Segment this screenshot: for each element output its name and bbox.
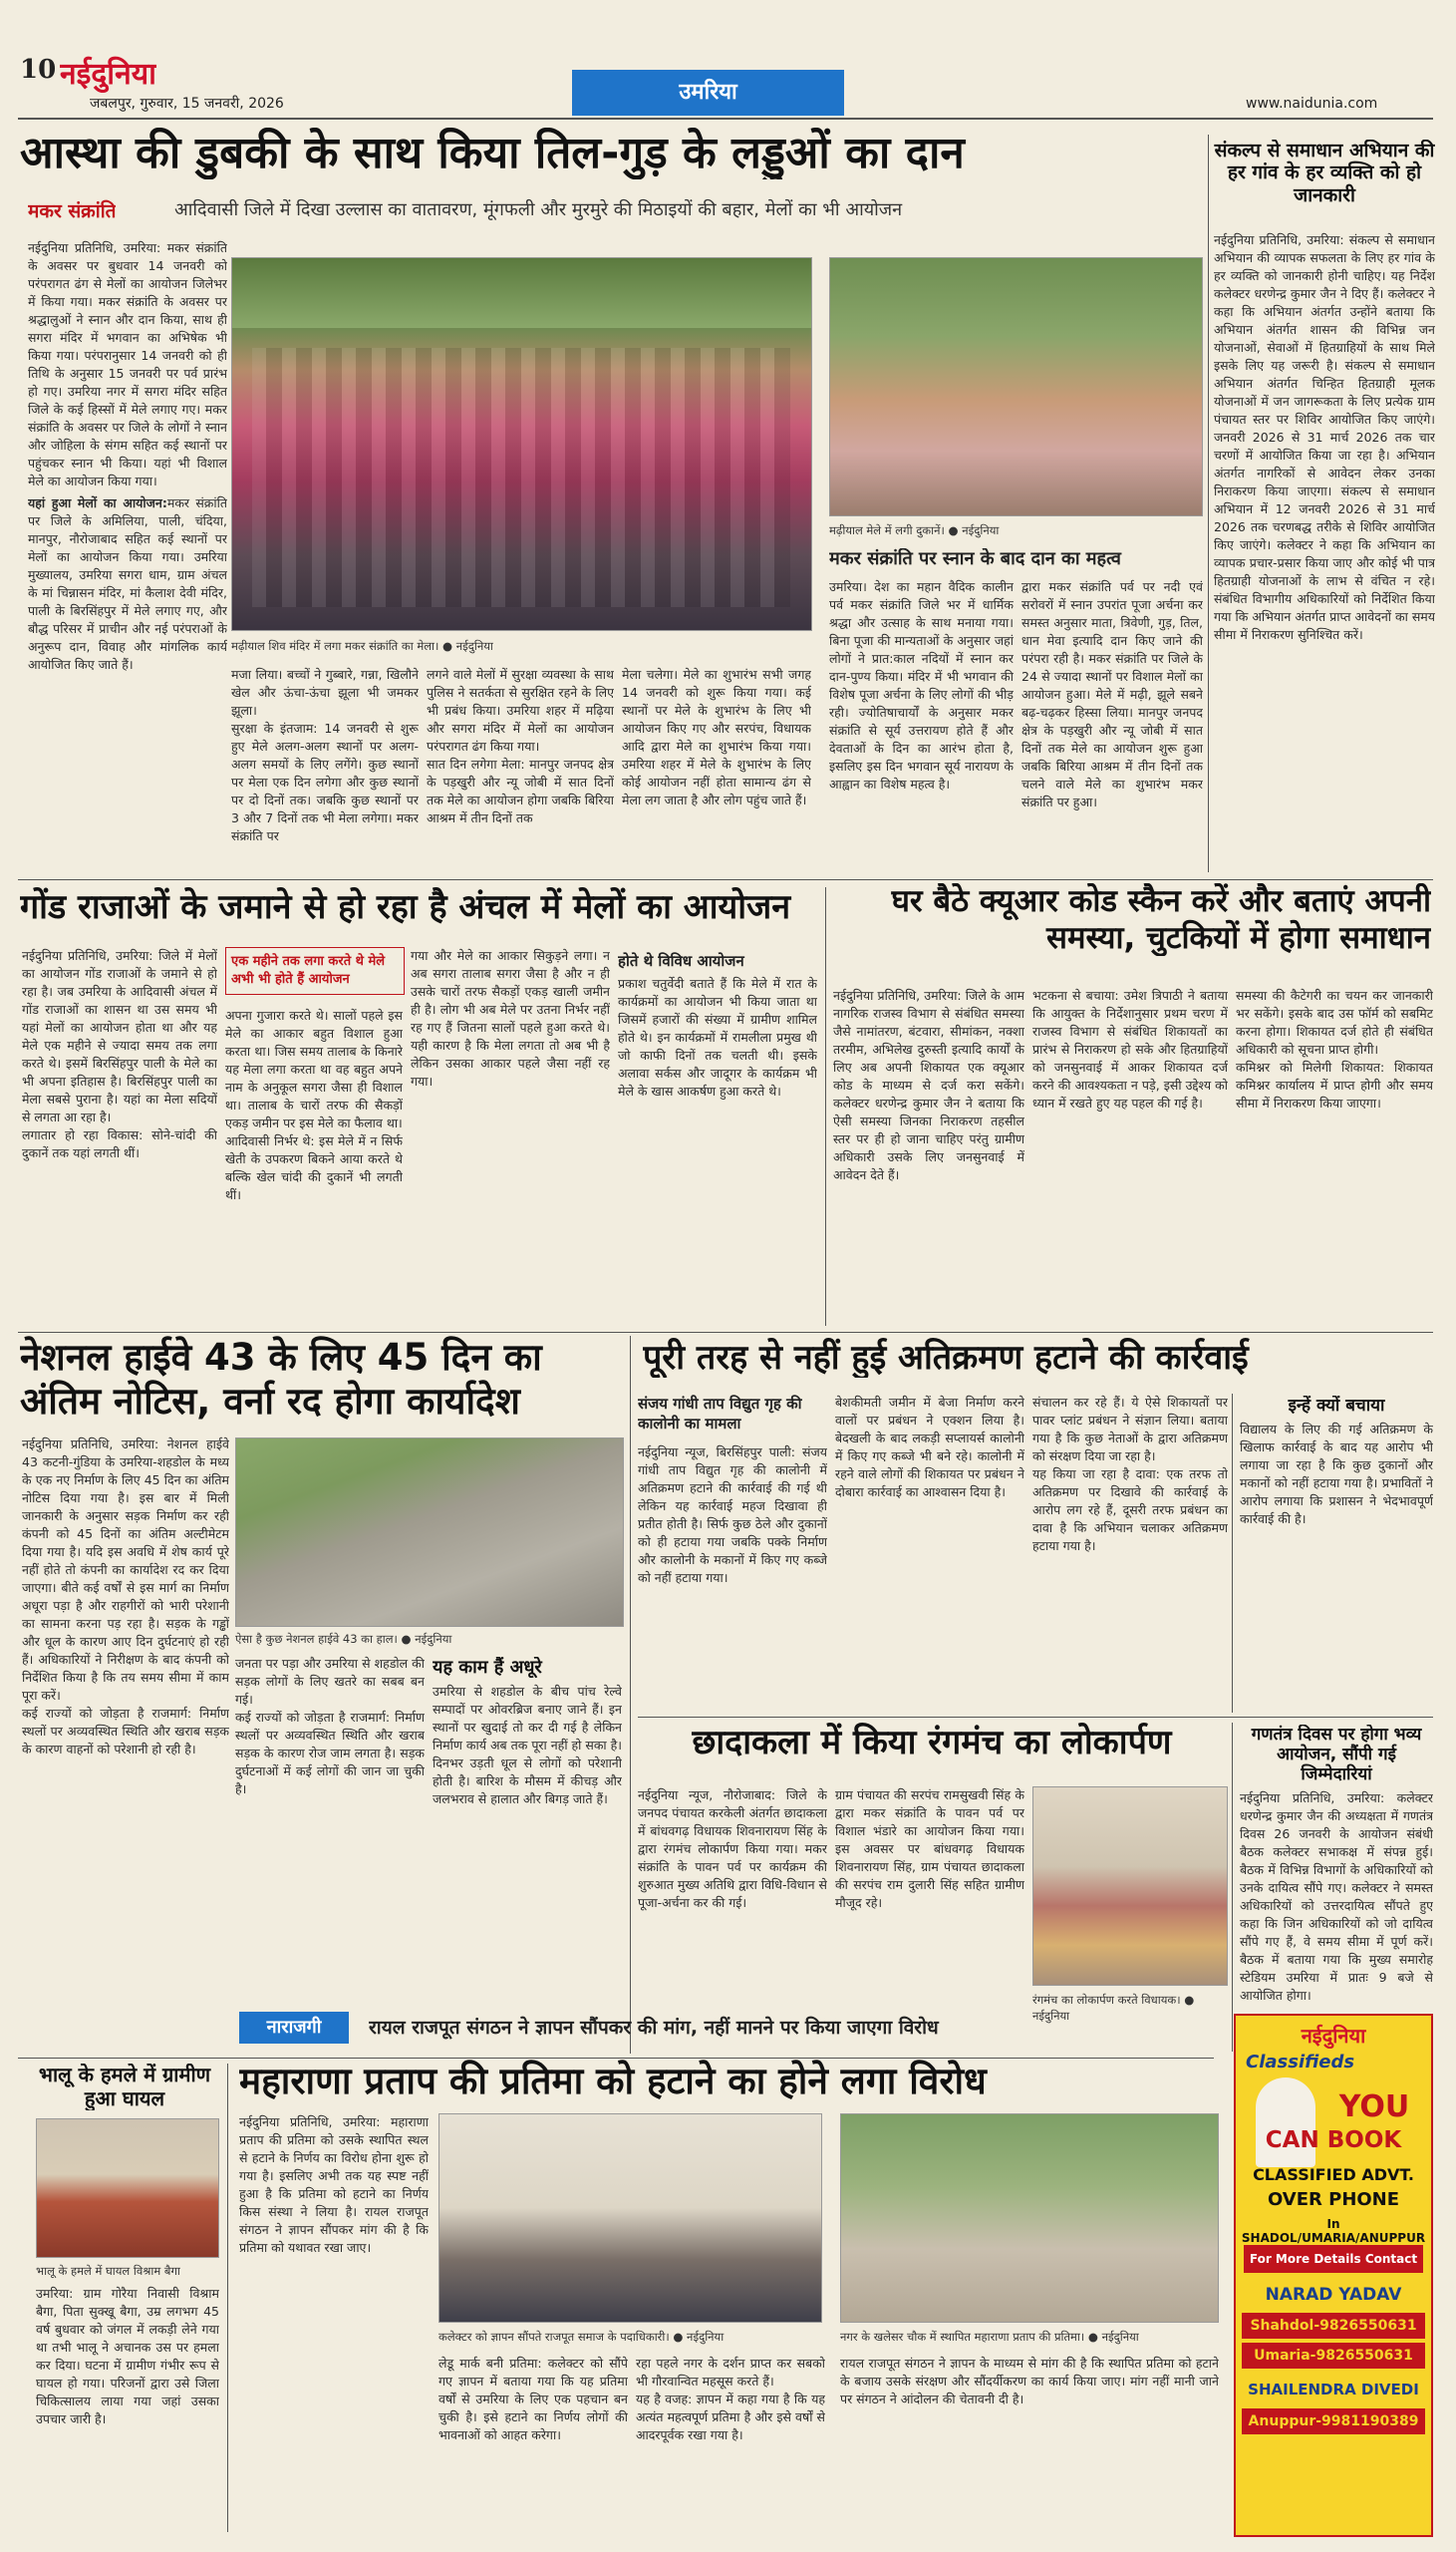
story9-subhead: रायल राजपूत संगठन ने ज्ञापन सौंपकर की मांग, नहीं मानने पर किया जाएगा विरोध: [369, 2017, 939, 2039]
story5-col2: बेशकीमती जमीन में बेजा निर्माण करने वालों पर प्रबंधन ने एक्शन लिया है। बेदखली के बाद लकड़ी सप्लायर्स कालोनी में किए गए कब्जे भी बने रहे। कालोनी में रहने वाले लोगों की शिकायत पर प्रबंधन ने दोबारा कार्रवाई का आश्वासन दिया है।: [835, 1395, 1024, 1499]
story1-kicker: मकर संक्रांति: [28, 200, 117, 222]
story9-headline: महाराणा प्रताप की प्रतिमा को हटाने का होने लगा विरोध: [239, 2060, 987, 2102]
story7-body: नईदुनिया प्रतिनिधि, उमरिया: कलेक्टर धरणेन्द्र कुमार जैन की अध्यक्षता में गणतंत्र दिवस 26 जनवरी के आयोजन संबंधी बैठक कलेक्टर सभाकक्ष में संपन्न हुई। बैठक में विभिन्न विभागों के अधिकारियों को उनके दायित्व सौंपे गए। कलेक्टर ने समस्त अधिकारियों को उत्तरदायित्व सौंपते हुए कहा कि जिन अधिकारियों को जो दायित्व सौंपे गए हैं, वे समय सीमा में पूर्ण करें। बैठक में बताया गया कि मुख्य समारोह स्टेडियम उमरिया में प्रातः 9 बजे से आयोजित होगा।: [1240, 1790, 1433, 2003]
story2-box1: एक महीने तक लगा करते थे मेले अभी भी होते हैं आयोजन: [225, 947, 405, 995]
ad-person-icon: [1256, 2077, 1315, 2167]
story3-col1: नईदुनिया प्रतिनिधि, उमरिया: जिले के आम नागरिक राजस्व विभाग से संबंधित समस्या जैसे नामांतरण, बंटवारा, सीमांकन, नक्शा तरमीम, अभिलेख दुरुस्ती इत्यादि कार्यों के लिए अब अपनी शिकायत एक क्यूआर कोड के माध्यम से दर्ज करा सकेंगे। कलेक्टर धरणेन्द्र कुमार जैन ने बताया कि ऐसी समस्या जिनका निराकरण तहसील स्तर पर ही हो जाना चाहिए परंतु ग्रामीण अधिकारी उसके लिए जनसुनवाई में आवेदन देते हैं।: [833, 988, 1024, 1182]
story4-body: नईदुनिया प्रतिनिधि, उमरिया: नेशनल हाईवे 43 कटनी-गुंडिया के उमरिया-शहडोल के मध्य के एक नए निर्माण के लिए 45 दिन का अंतिम नोटिस दिया गया है। इस बार में मिली जानकारी के अनुसार सड़क निर्माण कर रही कंपनी को 45 दिनों का अंतिम अल्टीमेटम दिया गया है। यदि इस अवधि में शेष कार्य पूरे नहीं होते तो कंपनी का कार्यादेश रद कर दिया जाएगा। बीते कई वर्षों से इस मार्ग का निर्माण अधूरा पड़ा है और राहगीरों को भारी परेशानी का सामना करना पड़ रहा है। सड़क के गड्ढों और धूल के कारण आए दिन दुर्घटनाएं हो रही हैं। अधिकारियों ने निरीक्षण के बाद कंपनी को निर्देशित किया है कि तय समय सीमा में काम पूरा करें। कई राज्यों को जोड़ता है राजमार्ग: निर्माण स्थलों पर अव्यवस्थित स्थिति और खराब सड़क के कारण वाहनों को परेशानी हो रही है।: [22, 1436, 229, 1756]
story4-sub-head: यह काम हैं अधूरे: [433, 1657, 542, 1678]
ad-brand: नईदुनिया: [1301, 2024, 1366, 2048]
injured-villager-photo: [36, 2118, 219, 2258]
story3-col3: समस्या की कैटेगरी का चयन कर जानकारी भर सकेंगे। इसके बाद उस फॉर्म को सबमिट करना होगा। शिकायत दर्ज होते ही संबंधित अधिकारी को सूचना प्राप्त होगी। कमिश्नर को मिलेगी शिकायत: शिकायत कमिश्नर कार्यालय में प्राप्त होगी और समय सीमा में निराकरण किया जाएगा।: [1236, 988, 1433, 1111]
story2-box2: होते थे विविध आयोजन: [618, 952, 744, 970]
ad-line4: OVER PHONE: [1267, 2189, 1400, 2210]
masthead-brand: नईदुनिया: [60, 57, 156, 92]
ad-line5: In SHADOL/UMARIA/ANUPPUR: [1241, 2217, 1426, 2245]
story4-col2: जनता पर पड़ा और उमरिया से शहडोल की सड़क लोगों के लिए खतरे का सबब बन गई। कई राज्यों को जोड़ता है राजमार्ग: निर्माण स्थलों पर अव्यवस्थित स्थिति और खराब सड़क के कारण रोज जाम लगता है। सड़क दुर्घटनाओं में कई लोगों की जान जा चुकी है।: [235, 1656, 425, 1796]
story1-text-col3: लगने वाले मेलों में सुरक्षा व्यवस्था के साथ पुलिस ने सतर्कता से सुरक्षित रहने के लिए भी प्रबंध किया। उमरिया शहर में मढ़िया और सगरा मंदिर में मेलों का आयोजन परंपरागत ढंग किया गया। सात दिन लगेगा मेला: मानपुर जनपद क्षेत्र के पड़खुरी और न्यू जोबी में सात दिनों तक मेले का आयोजन होगा जबकि बिरिया आश्रम में तीन दिनों तक: [427, 667, 614, 825]
story8-headline: भालू के हमले में ग्रामीण हुआ घायल: [38, 2064, 211, 2110]
story5-headline: पूरी तरह से नहीं हुई अतिक्रमण हटाने की कार्रवाई: [643, 1338, 1249, 1378]
ad-phone2: Umaria-9826550631: [1242, 2343, 1425, 2369]
classified-ad: [1234, 2014, 1433, 2537]
story3-col2: भटकना से बचाया: उमेश त्रिपाठी ने बताया कि आयुक्त के निर्देशानुसार प्रथम चरण में राजस्व विभाग से संबंधित शिकायतों का प्रारंभ से निराकरण हो सके और हितग्राहियों को जनसुनवाई में आकर शिकायत दर्ज करने की आवश्यकता न पड़े, इसी उद्देश्य को ध्यान में रखते हुए यह पहल की गई है।: [1032, 988, 1228, 1111]
story2-headline: गोंड राजाओं के जमाने से हो रहा है अंचल में मेलों का आयोजन: [20, 887, 791, 927]
story2-col2: अपना गुजारा करते थे। सालों पहले इस मेले का आकार बहुत विशाल हुआ करता था। जिस समय तालाब के किनारे यह मेला लगा करता था वह बहुत अपने नाम के अनुकूल सगरा जैसा ही विशाल था। तालाब के चारों तरफ की सैकड़ों एकड़ जमीन पर इस मेले का फैलाव था। आदिवासी निर्भर थे: इस मेले में न सिर्फ खेती के उपकरण बिकने आया करते थे बल्कि खेल चांदी की दुकानें भी लगती थीं।: [225, 1008, 403, 1202]
stage-inauguration-photo: [1032, 1786, 1228, 1986]
story9-caption1: कलेक्टर को ज्ञापन सौंपते राजपूत समाज के पदाधिकारी। ● नईदुनिया: [438, 2330, 725, 2344]
story5-side-body: विद्यालय के लिए की गई अतिक्रमण के खिलाफ कार्रवाई के बाद यह आरोप भी लगाया जा रहा है कि कुछ दुकानों और मकानों को नहीं हटाया गया है। प्रभावितों ने आरोप लगाया कि प्रशासन ने भेदभावपूर्ण कार्रवाई की है।: [1240, 1422, 1433, 1526]
story9-caption2: नगर के खलेसर चौक में स्थापित महाराणा प्रताप की प्रतिमा। ● नईदुनिया: [840, 2330, 1139, 2344]
ad-line3: CLASSIFIED ADVT.: [1253, 2165, 1414, 2184]
fair-shops-photo: [829, 257, 1203, 516]
section-banner: उमरिया: [572, 70, 844, 116]
statue-photo: [840, 2113, 1219, 2323]
ad-label: Classifieds: [1246, 2052, 1355, 2073]
story1-sub2-col2: द्वारा मकर संक्रांति पर्व पर नदी एवं सरोवरों में स्नान उपरांत पूजा अर्चना कर समस्त अनुसार माता, त्रिवेणी, गुड़, तिल, धान मेवा इत्यादि दान किए जाने की परंपरा रही है। मकर संक्रांति पर जिले के 24 से ज्यादा स्थानों पर विशाल मेलों का आयोजन हुआ। मेले में मढ़ी, झूले सबने बढ़-चढ़कर हिस्सा लिया। मानपुर जनपद क्षेत्र के पड़खुरी और न्यू जोबी में सात दिनों तक मेले का आयोजन शुरू हुआ जबकि बिरिया आश्रम में तीन दिनों तक चलने वाले मेले का शुभारंभ मकर संक्रांति पर हुआ।: [1021, 579, 1203, 809]
ad-phone1: Shahdol-9826550631: [1242, 2313, 1425, 2339]
fair-crowd-photo: [231, 257, 812, 631]
story2-col4: प्रकाश चतुर्वेदी बताते हैं कि मेले में रात के कार्यक्रमों का आयोजन भी किया जाता था जिसमें हजारों की संख्या में ग्रामीण शामिल होते थे। इन कार्यक्रमों में रामलीला प्रमुख थी जो काफी दिनों तक चलती थी। इसके अलावा सर्कस और जादूगर के कार्यक्रम भी मेले के खास आकर्षण हुआ करते थे।: [618, 976, 817, 1099]
story2-col1: नईदुनिया प्रतिनिधि, उमरिया: जिले में मेलों का आयोजन गोंड राजाओं के जमाने से हो रहा है। जब उमरिया के आदिवासी अंचल में गोंड राजाओं का शासन था उस समय भी यहां मेलों का आयोजन होता था और यह मेले एक महीने से ज्यादा समय तक लगा करते थे। इसमें बिरसिंहपुर पाली के मेले का भी अपना इतिहास है। बिरसिंहपुर पाली का मेला सबसे पुराना है। यहां का मेला सदियों से लगता आ रहा है। लगातार हो रहा विकास: सोने-चांदी की दुकानें तक यहां लगती थीं।: [22, 948, 217, 1160]
ad-line1: YOU: [1338, 2089, 1410, 2124]
story1-sub2-head: मकर संक्रांति पर स्नान के बाद दान का महत्व: [829, 548, 1121, 569]
story1-caption1: मढ़ीयाल शिव मंदिर में लगा मकर संक्रांति का मेला। ● नईदुनिया: [231, 639, 493, 653]
story9-col3: रहा पहले नगर के दर्शन प्राप्त कर सबको भी गौरवान्वित महसूस करते हैं। यह है वजह: ज्ञापन में कहा गया है कि यह अत्यंत महत्वपूर्ण प्रतिमा है और इसे वर्षों से आदरपूर्वक रखा गया है।: [636, 2356, 825, 2442]
story7-headline: गणतंत्र दिवस पर होगा भव्य आयोजन, सौंपी गई जिम्मेदारियां: [1251, 1725, 1422, 1785]
story1-text-col2: मजा लिया। बच्चों ने गुब्बारे, गन्ना, खिलौने खेल और ऊंचा-ऊंचा झूला भी जमकर झूला। सुरक्षा के इंतजाम: 14 जनवरी से शुरू हुए मेले अलग-अलग स्थानों पर अलग-अलग समयों के लिए लगेंगे। कुछ स्थानों पर मेला एक दिन लगेगा और कुछ स्थानों पर दो दिनों तक। जबकि कुछ स्थानों पर 3 और 7 दिनों तक भी मेला लगेगा। मकर संक्रांति पर: [231, 667, 419, 843]
story4-headline: नेशनल हाईवे 43 के लिए 45 दिन का अंतिम नोटिस, वर्ना रद होगा कार्यादेश: [20, 1336, 542, 1423]
story1-subhead: आदिवासी जिले में दिखा उल्लास का वातावरण, मूंगफली और मुरमुरे की मिठाइयों की बहार, मेलों का भी आयोजन: [174, 199, 903, 220]
story9-tag: नाराजगी: [239, 2012, 349, 2044]
story6-col2: ग्राम पंचायत की सरपंच रामसुखवी सिंह के द्वारा मकर संक्रांति के पावन पर्व पर विशाल भंडारे का आयोजन किया गया। इस अवसर पर बांधवगढ़ विधायक शिवनारायण सिंह, ग्राम पंचायत छादाकला की सरपंच राम दुलारी सिंह सहित ग्रामीण मौजूद रहे।: [835, 1787, 1024, 1910]
story1-sub2-col1: उमरिया। देश का महान वैदिक कालीन पर्व मकर संक्रांति जिले भर में धार्मिक श्रद्धा और उत्साह के साथ मनाया गया। बिना पूजा की मान्यताओं के अनुसार जहां लोगों ने प्रात:काल नदियों में स्नान कर दान-पुण्य किया। मंदिर में भी भगवान की विशेष पूजा अर्चना के लिए लोगों की भीड़ रही। ज्योतिषाचार्यों के अनुसार मकर संक्रांति से सूर्य उत्तरायण होते हैं और देवताओं के दिन का आरंभ होता है, इसलिए इस दिन भगवान सूर्य नारायण के आह्वान का विशेष महत्व है।: [829, 579, 1014, 792]
story4-caption: ऐसा है कुछ नेशनल हाईवे 43 का हाल। ● नईदुनिया: [235, 1632, 452, 1646]
date-line: जबलपुर, गुरुवार, 15 जनवरी, 2026: [90, 96, 284, 112]
story4-sub-body: उमरिया से शहडोल के बीच पांच रेल्वे सम्पादों पर ओवरब्रिज बनाए जाने हैं। इन स्थानों पर खुदाई तो कर दी गई है लेकिन निर्माण कार्य अब तक पूरा नहीं हो सका है। दिनभर उड़ती धूल से लोगों को परेशानी होती है। बारिश के मौसम में कीचड़ और जलभराव से हालात और बिगड़ जाते हैं।: [433, 1684, 622, 1806]
story1-text-col1: नईदुनिया प्रतिनिधि, उमरिया: मकर संक्रांति के अवसर पर बुधवार 14 जनवरी को परंपरागत ढंग से मेलों का आयोजन जिलेभर में किया गया। मकर संक्रांति के अवसर पर श्रद्धालुओं ने स्नान और दान किया, साथ ही सगरा मंदिर में भगवान का अभिषेक भी किया गया। परंपरानुसार 14 जनवरी को ही तिथि के अनुसार 15 जनवरी पर पर्व प्रारंभ हो गए। उमरिया नगर में सगरा मंदिर सहित जिले के कई हिस्सों में मेले लगाए गए। मकर संक्रांति के अवसर पर जिले के लोगों ने स्नान और जोहिला के संगम सहित कई स्थानों पर पहुंचकर स्नान भी किया। यहां भी विशाल मेले का आयोजन किया गया। यहां हुआ मेलों का आयोजन:मकर संक्रांति पर जिले के अमिलिया, पाली, चंदिया, मानपुर, नौरोजाबाद सहित कई स्थानों पर मेलों का आयोजन किया गया। उमरिया मुख्यालय, उमरिया सगरा धाम, ग्राम अंचल के मां चिन्नासन मंदिर, मां कैलाश देवी मंदिर, पाली के बिरसिंहपुर में मेले लगाए गए, और बौद्ध परिसर में प्राचीन और नई परंपराओं के अनुरूप दान, विवाह और मांगलिक कार्य आयोजित किए जाते हैं।: [28, 240, 227, 672]
story3-headline: घर बैठे क्यूआर कोड स्कैन करें और बताएं अपनी समस्या, चुटकियों में होगा समाधान: [891, 883, 1431, 956]
highway-photo: [235, 1437, 624, 1627]
ad-line6: For More Details Contact: [1244, 2245, 1423, 2273]
ad-contact-name1: NARAD YADAV: [1265, 2285, 1402, 2305]
story9-col1: नईदुनिया प्रतिनिधि, उमरिया: महाराणा प्रताप की प्रतिमा को उसके स्थापित स्थल से हटाने के निर्णय का विरोध होना शुरू हो गया है। इसलिए अभी तक यह स्पष्ट नहीं हुआ है कि प्रतिमा को हटाने का निर्णय किस संस्था ने लिया है। रायल राजपूत संगठन ने ज्ञापन सौंपकर मांग की है कि प्रतिमा को यथावत रखा जाए।: [239, 2114, 429, 2255]
story1-caption2: मढ़ीयाल मेले में लगी दुकानें। ● नईदुनिया: [829, 523, 1000, 537]
story6-headline: छादाकला में किया रंगमंच का लोकार्पण: [692, 1723, 1172, 1762]
sidebar-body: नईदुनिया प्रतिनिधि, उमरिया: संकल्प से समाधान अभियान की व्यापक सफलता के लिए हर गांव के हर व्यक्ति को जानकारी होनी चाहिए। यह निर्देश कलेक्टर धरणेन्द्र कुमार जैन ने दिए हैं। कलेक्टर ने कहा कि अभियान अंतर्गत उन्होंने बताया कि अभियान अंतर्गत शासन की विभिन्न जन योजनाओं, सेवाओं में हितग्राहियों के साथ मिले इसके लिए यह जरूरी है। संकल्प से समाधान अभियान अंतर्गत चिन्हित हितग्राही मूलक योजनाओं में जन जागरूकता के लिए प्रत्येक ग्राम पंचायत स्तर पर शिविर आयोजित किए जाएंगे। जनवरी 2026 से 31 मार्च 2026 तक चार चरणों में आयोजित किया जा रहा है। अभियान अंतर्गत नागरिकों से आवेदन लेकर उनका निराकरण किया जाएगा। संकल्प से समाधान अभियान में 12 जनवरी 2026 से 31 मार्च 2026 तक चरणबद्ध तरीके से शिविर आयोजित किए जाएंगे। कलेक्टर ने कहा कि अभियान का व्यापक प्रचार-प्रसार किया जाए और कोई भी पात्र हितग्राही योजनाओं के लाभ से वंचित न रहे। संबंधित विभागीय अधिकारियों को निर्देशित किया गया कि अभियान अंतर्गत प्राप्त आवेदनों का समय सीमा में निराकरण सुनिश्चित करें।: [1214, 232, 1435, 642]
ad-line2: CAN BOOK: [1265, 2127, 1402, 2153]
page-number: 10: [20, 55, 57, 85]
story9-col2: लेडू मार्क बनी प्रतिमा: कलेक्टर को सौंपे गए ज्ञापन में बताया गया कि यह प्रतिमा वर्षों से उमरिया के लिए एक पहचान बन चुकी है। इसे हटाने का निर्णय लोगों की भावनाओं को आहत करेगा।: [438, 2356, 628, 2442]
story5-col3: संचालन कर रहे हैं। ये ऐसे शिकायतों पर पावर प्लांट प्रबंधन ने संज्ञान लिया। बताया गया है कि कुछ नेताओं के द्वारा अतिक्रमण को संरक्षण दिया जा रहा है। यह किया जा रहा है दावा: एक तरफ तो अतिक्रमण पर दिखावे की कार्रवाई के आरोप लग रहे हैं, दूसरी तरफ प्रबंधन का दावा है कि अभियान चलाकर अतिक्रमण हटाया गया है।: [1032, 1395, 1228, 1553]
ad-phone3: Anuppur-9981190389: [1242, 2408, 1425, 2434]
ad-contact-name2: SHAILENDRA DIVEDI: [1248, 2381, 1419, 2398]
memorandum-photo: [438, 2113, 822, 2323]
story5-col1: नईदुनिया न्यूज, बिरसिंहपुर पाली: संजय गांधी ताप विद्युत गृह की कालोनी में अतिक्रमण हटाने की कार्रवाई की गई थी लेकिन यह कार्रवाई महज दिखावा ही प्रतीत होती है। सिर्फ कुछ ठेले और दुकानों को ही हटाया गया जबकि पक्के निर्माण और कालोनी के मकानों में किए गए कब्जे को नहीं हटाया गया।: [638, 1444, 827, 1585]
sidebar-headline: संकल्प से समाधान अभियान की हर गांव के हर व्यक्ति को हो जानकारी: [1214, 140, 1435, 206]
story5-sub: संजय गांधी ताप विद्युत गृह की कालोनी का मामला: [638, 1395, 802, 1433]
story1-text-col4: मेला चलेगा। मेले का शुभारंभ सभी जगह 14 जनवरी को शुरू किया गया। कई स्थानों पर मेले के शुभारंभ के लिए भी आयोजन किए गए और सरपंच, विधायक आदि द्वारा मेले का शुभारंभ किया गया। उमरिया शहर में मेले के शुभारंभ के लिए कोई आयोजन नहीं होता सामान्य ढंग से मेला लग जाता है और लोग पहुंच जाते हैं।: [622, 667, 811, 807]
story8-caption: भालू के हमले में घायल विश्राम बैगा: [36, 2264, 180, 2278]
story5-side-head: इन्हें क्यों बचाया: [1288, 1396, 1385, 1416]
story8-body: उमरिया: ग्राम गोरैया निवासी विश्राम बैगा, पिता सुक्खू बैगा, उम्र लगभग 45 वर्ष बुधवार को जंगल में लकड़ी लेने गया था तभी भालू ने अचानक उस पर हमला कर दिया। घटना में ग्रामीण गंभीर रूप से घायल हो गया। परिजनों द्वारा उसे जिला चिकित्सालय लाया गया जहां उसका उपचार जारी है।: [36, 2286, 219, 2426]
story9-col4: रायल राजपूत संगठन ने ज्ञापन के माध्यम से मांग की है कि स्थापित प्रतिमा को हटाने के बजाय उसके संरक्षण और सौंदर्यीकरण का कार्य किया जाए। मांग नहीं मानी जाने पर संगठन ने आंदोलन की चेतावनी दी है।: [840, 2356, 1219, 2406]
story6-col1: नईदुनिया न्यूज, नौरोजाबाद: जिले के जनपद पंचायत करकेली अंतर्गत छादाकला में बांधवगढ़ विधायक शिवनारायण सिंह के द्वारा रंगमंच लोकार्पण किया गया। मकर संक्रांति के पावन पर्व पर कार्यक्रम की शुरुआत मुख्य अतिथि द्वारा विधि-विधान से पूजा-अर्चना कर की गई।: [638, 1787, 827, 1910]
story1-headline: आस्था की डुबकी के साथ किया तिल-गुड़ के लड्डुओं का दान: [20, 128, 965, 178]
website: www.naidunia.com: [1246, 96, 1378, 112]
story2-col3: गया और मेले का आकार सिकुड़ने लगा। न अब सगरा तालाब सगरा जैसा है और न ही उसके चारों तरफ सैकड़ों एकड़ खाली जमीन ही है। लोग भी अब मेले पर उतना निर्भर नहीं रह गए हैं जितना सालों पहले हुआ करते थे। यही कारण है कि मेला लगता तो अब भी है लेकिन उसका आकार पहले जैसा नहीं रह गया।: [411, 948, 610, 1089]
story6-caption: रंगमंच का लोकार्पण करते विधायक। ● नईदुनिया: [1032, 1993, 1195, 2023]
